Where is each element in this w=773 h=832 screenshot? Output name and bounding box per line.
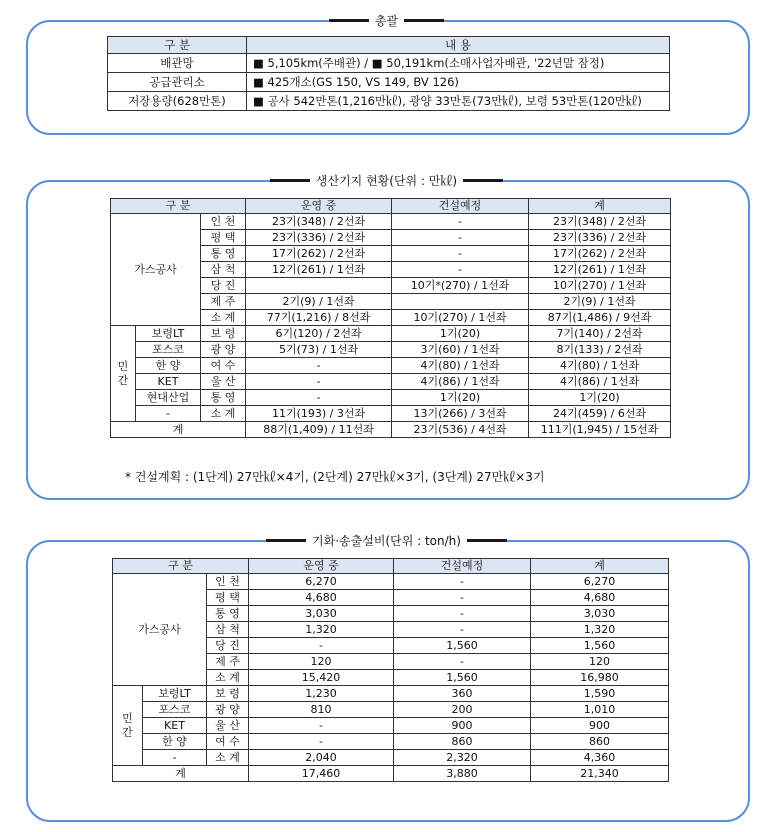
production-value-cell: 8기(133) / 2선좌 <box>529 342 671 358</box>
regas-private-row <box>113 702 669 718</box>
production-value-cell: 77기(1,216) / 8선좌 <box>246 310 392 326</box>
regas-value-cell: 6,270 <box>531 574 669 590</box>
production-site-cell: 소 계 <box>201 406 246 422</box>
production-value-cell: 13기(266) / 3선좌 <box>392 406 529 422</box>
regas-header-category: 구 분 <box>113 559 249 574</box>
production-private-row <box>111 358 671 374</box>
construction-plan-note: * 건설계획 : (1단계) 27만㎘×4기, (2단계) 27만㎘×3기, (3단계) 27만㎘×3기 <box>125 470 545 484</box>
regas-value-cell: 120 <box>249 654 394 670</box>
regas-company-cell: 한 양 <box>143 734 207 750</box>
regas-value-cell: - <box>394 654 531 670</box>
regas-value-cell: 900 <box>394 718 531 734</box>
production-value-cell: 12기(261) / 1선좌 <box>246 262 392 278</box>
regas-private-row <box>113 734 669 750</box>
summary-header-cell: 구 분 <box>108 37 247 54</box>
regas-value-cell: 860 <box>531 734 669 750</box>
production-value-cell: 24기(459) / 6선좌 <box>529 406 671 422</box>
production-value-cell: 3기(60) / 1선좌 <box>392 342 529 358</box>
summary-content-cell: ■ 425개소(GS 150, VS 149, BV 126) <box>247 73 670 92</box>
production-value-cell: 23기(336) / 2선좌 <box>246 230 392 246</box>
regas-total-value: 21,340 <box>531 766 669 782</box>
regas-value-cell: 1,320 <box>249 622 394 638</box>
regas-title-bar <box>0 532 773 548</box>
regas-company-cell: KET <box>143 718 207 734</box>
production-site-cell: 여 수 <box>201 358 246 374</box>
summary-title-bar <box>0 12 773 28</box>
regas-value-cell: 1,320 <box>531 622 669 638</box>
production-value-cell: - <box>246 390 392 406</box>
regas-site-cell: 여 수 <box>207 734 249 750</box>
production-header-cell: 건설예정 <box>392 199 529 214</box>
production-site-cell: 울 산 <box>201 374 246 390</box>
regas-value-cell: 1,230 <box>249 686 394 702</box>
production-company-cell: KET <box>136 374 201 390</box>
regas-value-cell: - <box>394 606 531 622</box>
production-value-cell: 2기(9) / 1선좌 <box>529 294 671 310</box>
production-value-cell: 5기(73) / 1선좌 <box>246 342 392 358</box>
regas-total-label: 계 <box>113 766 249 782</box>
production-value-cell: 10기*(270) / 1선좌 <box>392 278 529 294</box>
production-site-cell: 광 양 <box>201 342 246 358</box>
production-value-cell: - <box>392 214 529 230</box>
production-company-cell: - <box>136 406 201 422</box>
title-dash-right <box>463 179 503 182</box>
production-site-cell: 제 주 <box>201 294 246 310</box>
regas-value-cell: - <box>394 622 531 638</box>
production-header-row <box>111 199 671 214</box>
regas-site-cell: 제 주 <box>207 654 249 670</box>
regas-value-cell: 120 <box>531 654 669 670</box>
production-site-cell: 보 령 <box>201 326 246 342</box>
summary-row <box>108 92 670 111</box>
production-value-cell: 23기(348) / 2선좌 <box>529 214 671 230</box>
production-value-cell: 10기(270) / 1선좌 <box>392 310 529 326</box>
regas-value-cell: 1,010 <box>531 702 669 718</box>
production-private-label-top: 민 <box>117 359 129 373</box>
production-value-cell <box>246 278 392 294</box>
regas-total-row <box>113 766 669 782</box>
production-value-cell: - <box>392 246 529 262</box>
summary-header-row <box>108 37 670 54</box>
regas-value-cell: 2,040 <box>249 750 394 766</box>
production-value-cell: 87기(1,486) / 9선좌 <box>529 310 671 326</box>
production-gas-corp-row <box>111 214 671 230</box>
regas-site-cell: 평 택 <box>207 590 249 606</box>
regas-private-row <box>113 750 669 766</box>
production-value-cell: 4기(80) / 1선좌 <box>529 358 671 374</box>
production-company-cell: 포스코 <box>136 342 201 358</box>
production-total-row <box>111 422 671 438</box>
production-value-cell: - <box>246 358 392 374</box>
regas-table <box>112 558 669 782</box>
title-dash-right <box>467 539 507 542</box>
regas-value-cell: 1,560 <box>394 670 531 686</box>
regas-value-cell: 16,980 <box>531 670 669 686</box>
title-dash-right <box>404 19 444 22</box>
production-title: 생산기지 현황(단위 : 만㎘) <box>310 172 463 189</box>
production-header-cell: 운영 중 <box>246 199 392 214</box>
regas-header-row <box>113 559 669 574</box>
regas-value-cell: 200 <box>394 702 531 718</box>
production-value-cell: 4기(86) / 1선좌 <box>392 374 529 390</box>
regas-company-cell: 보령LT <box>143 686 207 702</box>
regas-header-cell: 운영 중 <box>249 559 394 574</box>
production-site-cell: 평 택 <box>201 230 246 246</box>
regas-value-cell: 15,420 <box>249 670 394 686</box>
regas-total-value: 3,880 <box>394 766 531 782</box>
summary-category-cell: 배관망 <box>108 54 247 73</box>
regas-header-cell: 계 <box>531 559 669 574</box>
production-value-cell: 10기(270) / 1선좌 <box>529 278 671 294</box>
production-value-cell: 17기(262) / 2선좌 <box>246 246 392 262</box>
production-total-label: 계 <box>111 422 246 438</box>
summary-category-cell: 저장용량(628만톤) <box>108 92 247 111</box>
regas-total-value: 17,460 <box>249 766 394 782</box>
regas-site-cell: 광 양 <box>207 702 249 718</box>
regas-company-cell: 포스코 <box>143 702 207 718</box>
production-site-cell: 소 계 <box>201 310 246 326</box>
production-total-value: 88기(1,409) / 11선좌 <box>246 422 392 438</box>
regas-header-cell: 건설예정 <box>394 559 531 574</box>
title-dash-left <box>266 539 306 542</box>
regas-site-cell: 당 진 <box>207 638 249 654</box>
regas-value-cell: - <box>249 718 394 734</box>
production-header-cell: 계 <box>529 199 671 214</box>
production-site-cell: 인 천 <box>201 214 246 230</box>
regas-value-cell: 6,270 <box>249 574 394 590</box>
production-value-cell: 7기(140) / 2선좌 <box>529 326 671 342</box>
regas-site-cell: 울 산 <box>207 718 249 734</box>
production-site-cell: 삼 척 <box>201 262 246 278</box>
regas-value-cell: - <box>394 590 531 606</box>
summary-title: 총괄 <box>369 12 404 29</box>
production-value-cell: - <box>392 262 529 278</box>
regas-value-cell: 860 <box>394 734 531 750</box>
production-value-cell: 1기(20) <box>392 326 529 342</box>
summary-row <box>108 54 670 73</box>
summary-table <box>107 36 670 111</box>
production-value-cell <box>392 294 529 310</box>
regas-value-cell: 4,680 <box>531 590 669 606</box>
production-value-cell: 4기(80) / 1선좌 <box>392 358 529 374</box>
regas-private-row <box>113 686 669 702</box>
production-value-cell: 12기(261) / 1선좌 <box>529 262 671 278</box>
summary-content-cell: ■ 5,105km(주배관) / ■ 50,191km(소매사업자배관, '22년말 잠정) <box>247 54 670 73</box>
production-value-cell: 6기(120) / 2선좌 <box>246 326 392 342</box>
regas-value-cell: 1,590 <box>531 686 669 702</box>
production-value-cell: 4기(86) / 1선좌 <box>529 374 671 390</box>
production-title-bar <box>0 172 773 188</box>
regas-gas-corp-row <box>113 574 669 590</box>
regas-value-cell: 1,560 <box>394 638 531 654</box>
regas-value-cell: - <box>249 638 394 654</box>
regas-private-label-top: 민 <box>122 711 133 725</box>
production-value-cell: 1기(20) <box>529 390 671 406</box>
regas-gas-corp-label: 가스공사 <box>113 574 207 686</box>
regas-company-cell: - <box>143 750 207 766</box>
regas-site-cell: 소 계 <box>207 670 249 686</box>
production-site-cell: 당 진 <box>201 278 246 294</box>
regas-site-cell: 인 천 <box>207 574 249 590</box>
production-gas-corp-label: 가스공사 <box>111 214 201 326</box>
regas-value-cell: 3,030 <box>531 606 669 622</box>
production-private-row <box>111 326 671 342</box>
production-company-cell: 보령LT <box>136 326 201 342</box>
regas-value-cell: - <box>249 734 394 750</box>
regas-site-cell: 소 계 <box>207 750 249 766</box>
production-value-cell: 1기(20) <box>392 390 529 406</box>
production-private-row <box>111 390 671 406</box>
regas-title: 기화·송출설비(단위 : ton/h) <box>306 532 467 549</box>
production-value-cell: 11기(193) / 3선좌 <box>246 406 392 422</box>
production-value-cell: 2기(9) / 1선좌 <box>246 294 392 310</box>
regas-value-cell: - <box>394 574 531 590</box>
title-dash-left <box>270 179 310 182</box>
summary-category-cell: 공급관리소 <box>108 73 247 92</box>
production-total-value: 23기(536) / 4선좌 <box>392 422 529 438</box>
regas-value-cell: 4,680 <box>249 590 394 606</box>
summary-content-cell: ■ 공사 542만톤(1,216만㎘), 광양 33만톤(73만㎘), 보령 53만톤(120만㎘) <box>247 92 670 111</box>
regas-private-label <box>113 686 143 766</box>
production-total-value: 111기(1,945) / 15선좌 <box>529 422 671 438</box>
regas-site-cell: 보 령 <box>207 686 249 702</box>
regas-site-cell: 통 영 <box>207 606 249 622</box>
regas-value-cell: 900 <box>531 718 669 734</box>
regas-site-cell: 삼 척 <box>207 622 249 638</box>
regas-value-cell: 2,320 <box>394 750 531 766</box>
production-private-row <box>111 374 671 390</box>
title-dash-left <box>329 19 369 22</box>
summary-header-cell: 내 용 <box>247 37 670 54</box>
regas-value-cell: 360 <box>394 686 531 702</box>
production-company-cell: 현대산업 <box>136 390 201 406</box>
regas-value-cell: 3,030 <box>249 606 394 622</box>
production-private-row <box>111 342 671 358</box>
production-value-cell: - <box>246 374 392 390</box>
production-company-cell: 한 양 <box>136 358 201 374</box>
production-header-category: 구 분 <box>111 199 246 214</box>
production-value-cell: 23기(348) / 2선좌 <box>246 214 392 230</box>
production-value-cell: - <box>392 230 529 246</box>
regas-value-cell: 4,360 <box>531 750 669 766</box>
summary-row <box>108 73 670 92</box>
production-site-cell: 통 영 <box>201 390 246 406</box>
regas-private-label-bottom: 간 <box>122 725 133 739</box>
production-private-label <box>111 326 136 422</box>
regas-value-cell: 1,560 <box>531 638 669 654</box>
production-private-row <box>111 406 671 422</box>
regas-value-cell: 810 <box>249 702 394 718</box>
production-value-cell: 23기(336) / 2선좌 <box>529 230 671 246</box>
production-table <box>110 198 671 438</box>
production-private-label-bottom: 간 <box>117 373 129 387</box>
production-value-cell: 17기(262) / 2선좌 <box>529 246 671 262</box>
production-site-cell: 통 영 <box>201 246 246 262</box>
regas-private-row <box>113 718 669 734</box>
